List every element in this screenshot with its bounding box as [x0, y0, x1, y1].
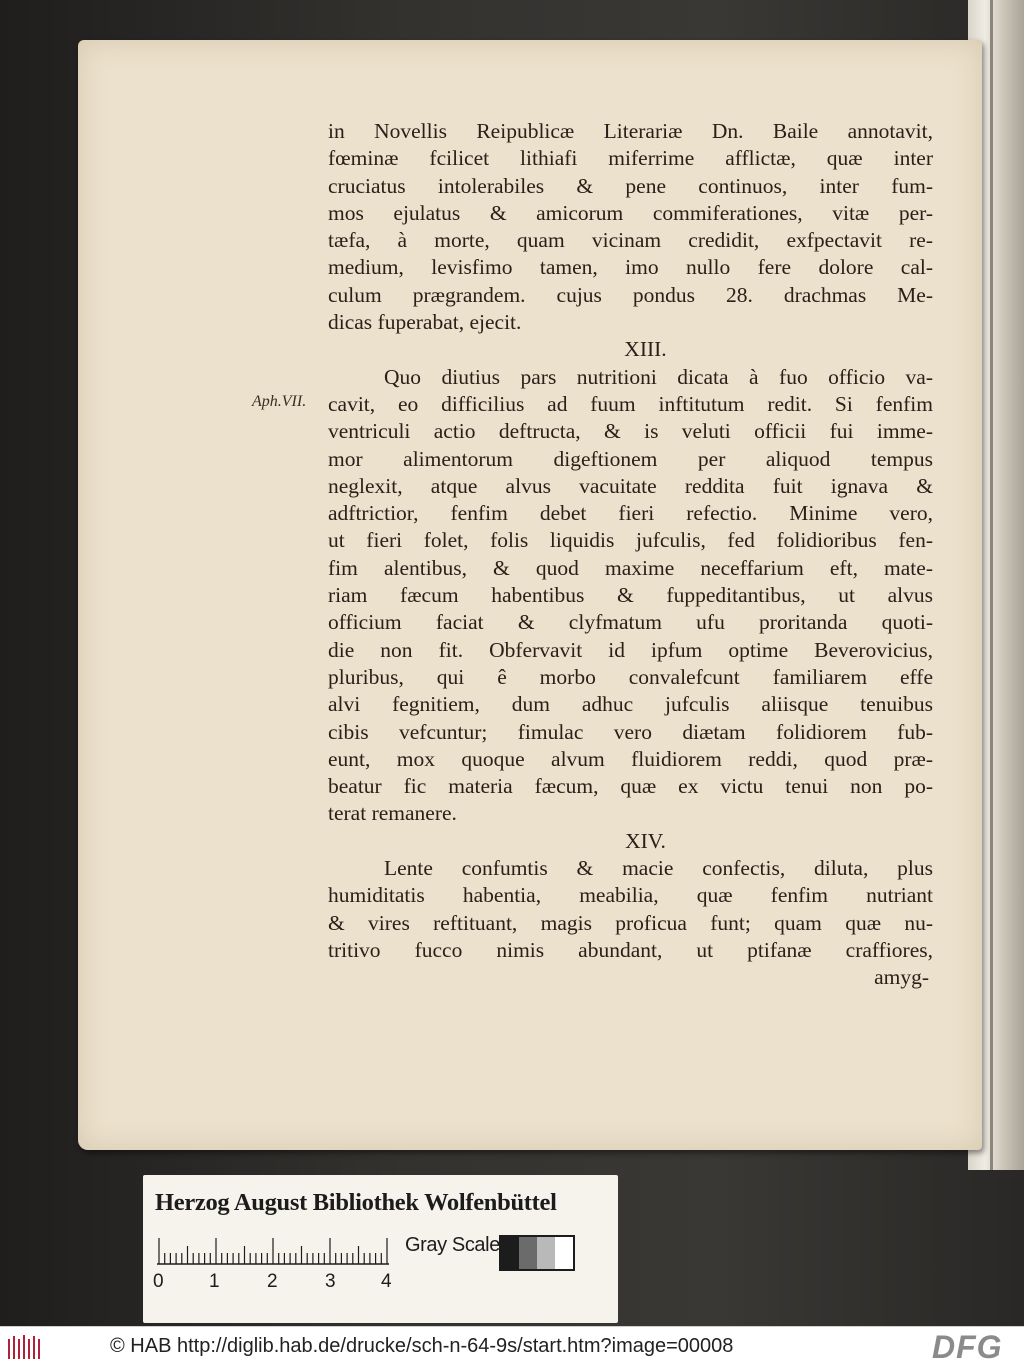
- paragraph-xiv: [328, 855, 933, 964]
- text-line: neglexit, atque alvus vacuitate reddita fuit ignava &: [328, 473, 933, 498]
- ruler-number: 3: [325, 1271, 336, 1292]
- text-line: mor alimentorum digeftionem per aliquod tempus: [328, 446, 933, 471]
- text-line: medium, levisfimo tamen, imo nullo fere dolore cal-: [328, 255, 933, 280]
- text-line: alvi fegnitiem, dum adhuc jufculis aliisque tenuibus: [328, 692, 933, 717]
- copyright-url[interactable]: © HAB http://diglib.hab.de/drucke/sch-n-64-9s/start.htm?image=00008: [110, 1335, 734, 1357]
- text-line: pluribus, qui ê morbo convalefcunt familiarem effe: [328, 664, 933, 689]
- text-line: cruciatus intolerabiles & pene continuos, inter fum-: [328, 173, 933, 198]
- text-line: ut fieri folet, folis liquidis jufculis, fed folidioribus fen-: [328, 528, 933, 553]
- text-line: beatur fic materia fæcum, quæ ex victu tenui non po-: [328, 774, 933, 799]
- text-line: cavit, eo difficilius ad fuum inftitutum redit. Si fenfim: [328, 391, 933, 416]
- gray-swatch: [519, 1237, 537, 1269]
- text-line: ventriculi actio deftructa, & is veluti officii fui imme-: [328, 419, 933, 444]
- viewer-footer: [0, 1326, 1024, 1367]
- catchword: amyg-: [874, 965, 929, 990]
- text-line: Lente confumtis & macie confectis, diluta, plus: [384, 856, 933, 881]
- text-line: mos ejulatus & amicorum commiferationes, vitæ per-: [328, 200, 933, 225]
- text-line: adftrictior, fenfim debet fieri refectio. Minime vero,: [328, 501, 933, 526]
- paragraph-xiii: [328, 364, 933, 828]
- book-spine: [990, 0, 993, 1170]
- text-line: die non fit. Obfervavit id ipfum optime Beverovicius,: [328, 637, 933, 662]
- ruler-number: 1: [209, 1271, 220, 1292]
- text-line: in Novellis Reipublicæ Literariæ Dn. Baile annotavit,: [328, 119, 933, 143]
- text-line: eunt, mox quoque alvum fluidiorem reddi, quod præ-: [328, 746, 933, 771]
- paragraph-continued: [328, 118, 933, 336]
- gray-swatch: [555, 1237, 573, 1269]
- dfg-logo: DFG: [932, 1329, 1003, 1365]
- page-text: [328, 118, 933, 992]
- section-heading-xiii: XIII.: [624, 337, 667, 362]
- text-line: officium faciat & clyfmatum ufu proritanda quoti-: [328, 610, 933, 635]
- margin-note: Aph.VII.: [252, 393, 307, 410]
- gray-scale-swatches: [499, 1235, 575, 1271]
- ruler-numbers: [151, 1271, 391, 1297]
- text-line: & vires reftituant, magis proficua funt; quam quæ nu-: [328, 910, 933, 935]
- ruler-number: 4: [381, 1271, 392, 1292]
- ruler-number: 2: [267, 1271, 278, 1292]
- text-line: culum prægrandem. cujus pondus 28. drachmas Me-: [328, 282, 933, 307]
- text-line: fœminæ fcilicet lithiafi miferrime afflictæ, quæ inter: [328, 146, 933, 171]
- ruler-number: 0: [153, 1271, 164, 1292]
- section-heading-xiv: XIV.: [625, 828, 666, 853]
- library-color-card: [143, 1175, 618, 1323]
- text-line: riam fæcum habentibus & fuppeditantibus, ut alvus: [328, 583, 933, 608]
- text-line: tæfa, à morte, quam vicinam credidit, exfpectavit re-: [328, 228, 933, 253]
- text-line: terat remanere.: [328, 801, 457, 826]
- ruler-icon: [157, 1235, 389, 1265]
- text-line: cibis vefcuntur; fimulac vero diætam folidiorem fub-: [328, 719, 933, 744]
- text-line: dicas fuperabat, ejecit.: [328, 310, 522, 335]
- gray-swatch: [501, 1237, 519, 1269]
- text-line: humiditatis habentia, meabilia, quæ fenfim nutriant: [328, 883, 933, 908]
- gray-swatch: [537, 1237, 555, 1269]
- hab-logo-icon: [6, 1333, 46, 1361]
- gray-scale-label: Gray Scale: [405, 1234, 500, 1256]
- text-line: tritivo fucco nimis abundant, ut ptifanæ craffiores,: [328, 937, 933, 962]
- library-name: Herzog August Bibliothek Wolfenbüttel: [155, 1189, 557, 1216]
- text-line: Quo diutius pars nutritioni dicata à fuo officio va-: [384, 364, 933, 389]
- text-line: fim alentibus, & quod maxime neceffarium eft, mate-: [328, 555, 933, 580]
